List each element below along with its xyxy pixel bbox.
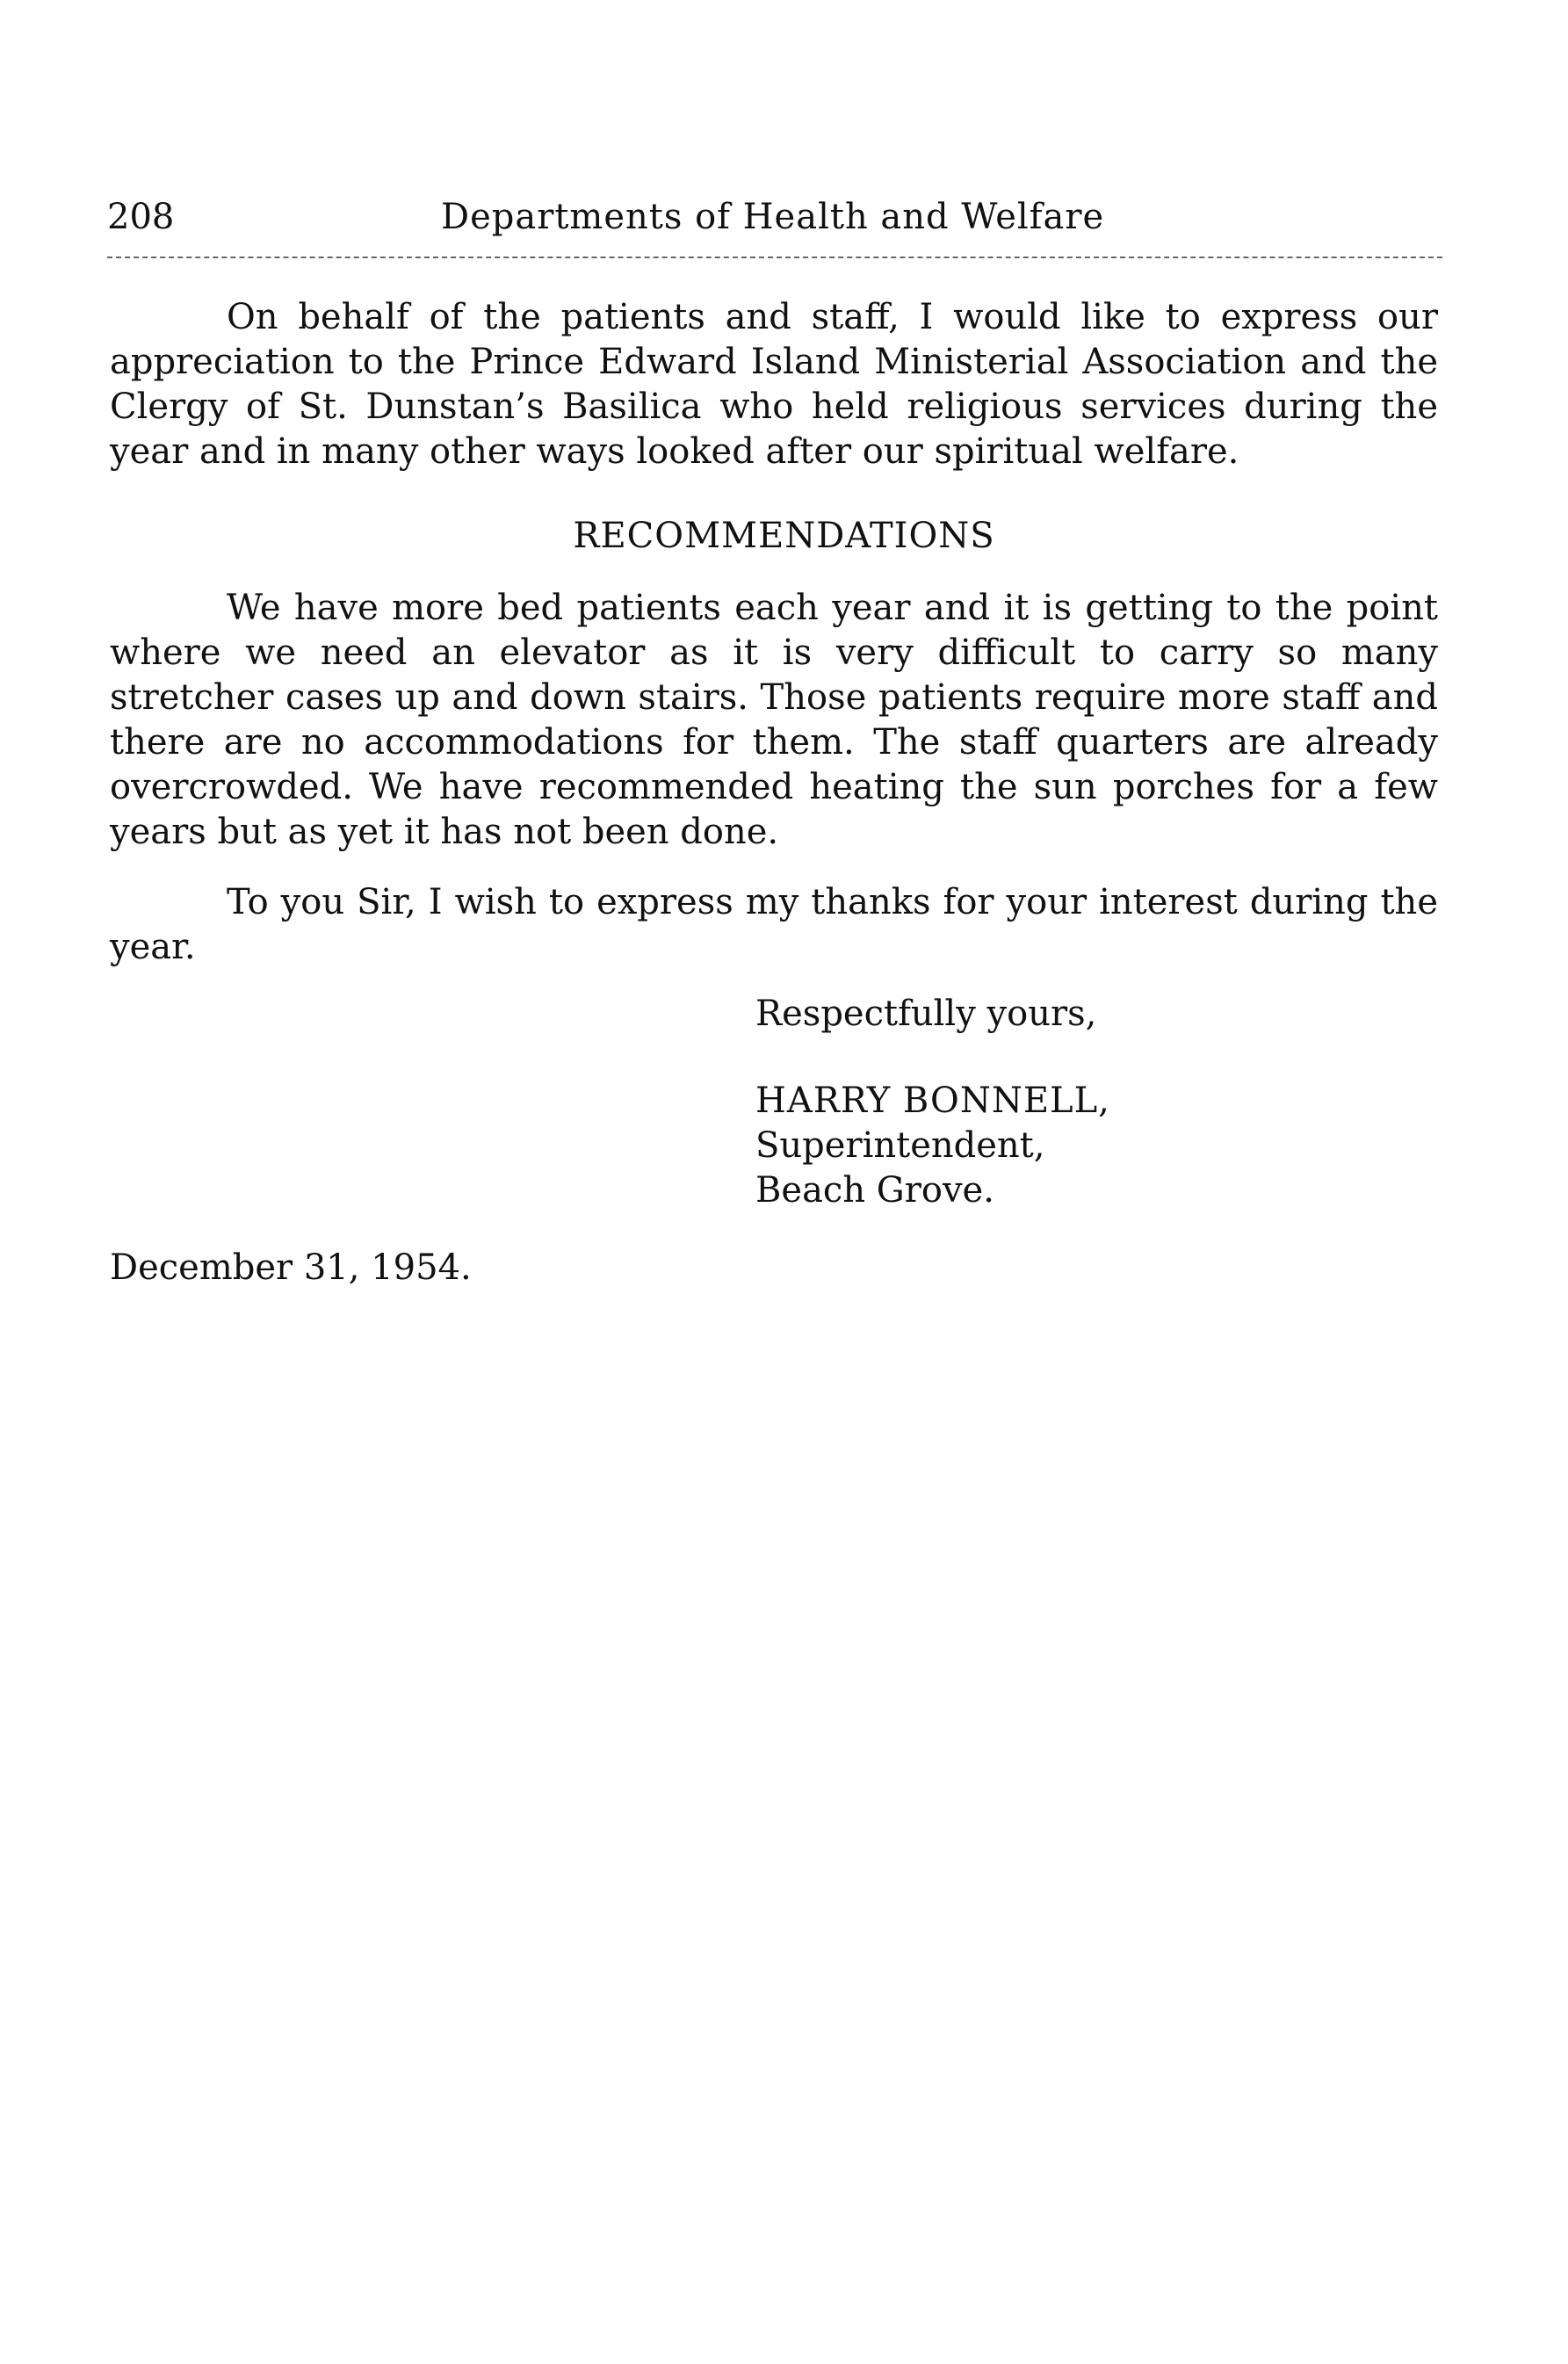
paragraph-thanks: To you Sir, I wish to express my thanks for your interest during the year.: [110, 882, 1438, 967]
signer-place: Beach Grove.: [755, 1170, 994, 1211]
signer-name: HARRY BONNELL,: [755, 1081, 1110, 1121]
section-heading: RECOMMENDATIONS: [573, 516, 995, 556]
signer-title: Superintendent,: [755, 1125, 1045, 1166]
paragraph-recommendations: We have more bed patients each year and it is getting to the point where we need an elevator as it is very difficult to carry so many stretcher cases up and down stairs. Those patients require more staff and there are no accommodations for them. The staff quarters are already overcrowded. We have recommended heating the sun porches for a few years but as yet it has not been done.: [110, 588, 1438, 852]
closing-salutation: Respectfully yours,: [755, 994, 1097, 1034]
date-line: December 31, 1954.: [110, 1247, 472, 1288]
running-head: [107, 195, 1442, 239]
page-number: 208: [107, 197, 175, 237]
running-title: Departments of Health and Welfare: [441, 197, 1105, 237]
header-rule: [107, 257, 1442, 258]
paragraph-acknowledgement: On behalf of the patients and staff, I would like to express our appreciation to the Prince Edward Island Ministerial Association and the Clergy of St. Dunstan’s Basilica who held religious services during the year and in many other ways looked after our spiritual welfare.: [110, 297, 1438, 472]
